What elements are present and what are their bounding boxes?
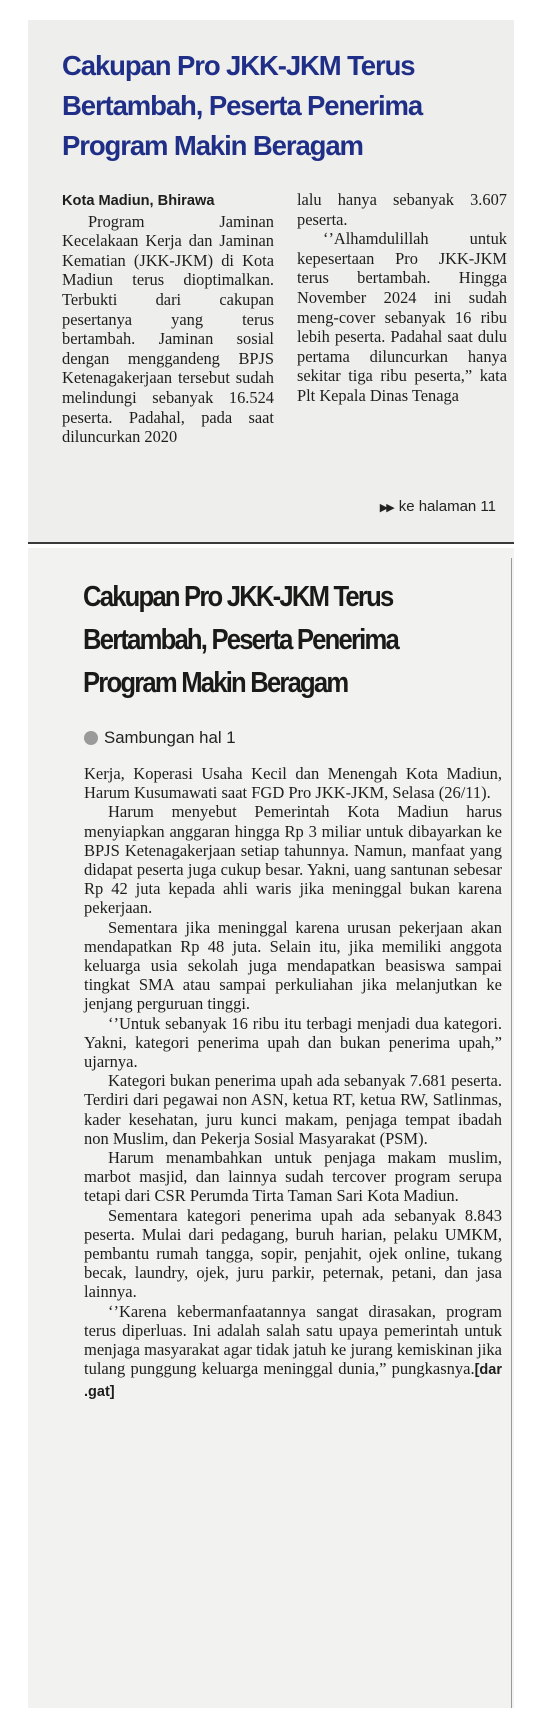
body-paragraph: Kerja, Koperasi Usaha Kecil dan Menengah Kota Madiun, Harum Kusumawati saat FGD Pro JKK-JKM, Selasa (26/11). <box>84 764 502 803</box>
body-paragraph: Harum menambahkan untuk penjaga makam muslim, marbot masjid, dan lainnya sudah tercover program serupa tetapi dari CSR Perumda Tirta Taman Sari Kota Madiun. <box>84 1148 502 1206</box>
continuation-jump <box>380 498 496 515</box>
double-arrow-icon: ▶▶ <box>379 502 393 514</box>
article-body <box>84 764 502 1402</box>
body-paragraph: Sementara jika meninggal karena urusan pekerjaan akan mendapatkan Rp 48 juta. Selain itu, jika memiliki anggota keluarga usia sekolah juga mendapatkan beasiswa sampai tingkat SMA atau sampai perkuliahan jika melanjutkan ke jenjang perguruan tinggi. <box>84 917 502 1014</box>
left-column <box>62 190 274 447</box>
front-headline: Cakupan Pro JKK-JKM Terus Bertambah, Peserta Penerima Program Makin Beragam <box>62 50 423 161</box>
continued-from-label <box>84 728 236 748</box>
left-paragraph: Program Jaminan Kecelakaan Kerja dan Jaminan Kematian (JKK-JKM) di Kota Madiun terus dioptimalkan. Terbukti dari cakupan pesertanya yang terus bertambah. Jaminan sosial dengan menggandeng BPJS Ketenagakerjaan tersebut sudah melindungi sebanyak 16.524 peserta. Padahal, pada saat diluncurkan 2020 <box>62 211 274 447</box>
body-paragraph: ‘’Untuk sebanyak 16 ribu itu terbagi menjadi dua kategori. Yakni, kategori penerima upah dan bukan penerima upah,” ujarnya. <box>84 1013 502 1072</box>
body-paragraph-last <box>84 1302 502 1402</box>
right-paragraph-1: lalu hanya sebanyak 3.607 peserta. <box>297 190 507 229</box>
byline: [dar .gat] <box>84 1362 502 1400</box>
body-paragraph: Sementara kategori penerima upah ada sebanyak 8.843 peserta. Mulai dari pedagang, buruh harian, pelaku UMKM, pembantu rumah tangga, sopir, penjahit, ojek online, tukang becak, laundry, ojek, juru parkir, peternak, petani, dan jasa lainnya. <box>84 1205 502 1302</box>
bullet-dot-icon <box>84 731 98 745</box>
right-column <box>297 190 507 406</box>
body-paragraph: Harum menyebut Pemerintah Kota Madiun harus menyiapkan anggaran hingga Rp 3 miliar untuk dibayarkan ke BPJS Ketenagakerjaan setiap tahunnya. Namun, manfaat yang didapat peserta juga cukup besar. Yakni, uang santunan sebesar Rp 42 juta kepada ahli waris jika meninggal bukan karena pekerjaan. <box>84 802 502 918</box>
continuation-headline: Cakupan Pro JKK-JKM Terus Bertambah, Peserta Penerima Program Makin Beragam <box>83 581 398 699</box>
column-rule <box>511 558 512 1708</box>
clipping-divider <box>28 542 514 544</box>
front-page-clipping <box>28 20 514 543</box>
continued-text: Sambungan hal 1 <box>104 728 236 747</box>
last-paragraph-text: ‘’Karena kebermanfaatannya sangat dirasakan, program terus diperluas. Ini adalah salah satu upaya pemerintah untuk menjaga masyarakat agar tidak jatuh ke jurang kemiskinan jika tulang punggung keluarga meninggal dunia,” pungkasnya. <box>84 1301 502 1379</box>
continuation-clipping <box>28 548 514 1708</box>
right-paragraph-2: ‘’Alhamdulillah untuk kepesertaan Pro JKK-JKM terus bertambah. Hingga November 2024 ini sudah meng-cover sebanyak 16 ribu lebih peserta. Padahal saat dulu pertama diluncurkan hanya sekitar tiga ribu peserta,” kata Plt Kepala Dinas Tenaga <box>297 229 507 405</box>
dateline: Kota Madiun, Bhirawa <box>62 193 215 209</box>
jump-label: ke halaman 11 <box>398 498 496 515</box>
body-paragraph: Kategori bukan penerima upah ada sebanyak 7.681 peserta. Terdiri dari pegawai non ASN, ketua RT, ketua RW, Satlinmas, kader kesehatan, juru kunci makam, penjaga tempat ibadah non Muslim, dan Pekerja Sosial Masyarakat (PSM). <box>84 1071 502 1148</box>
